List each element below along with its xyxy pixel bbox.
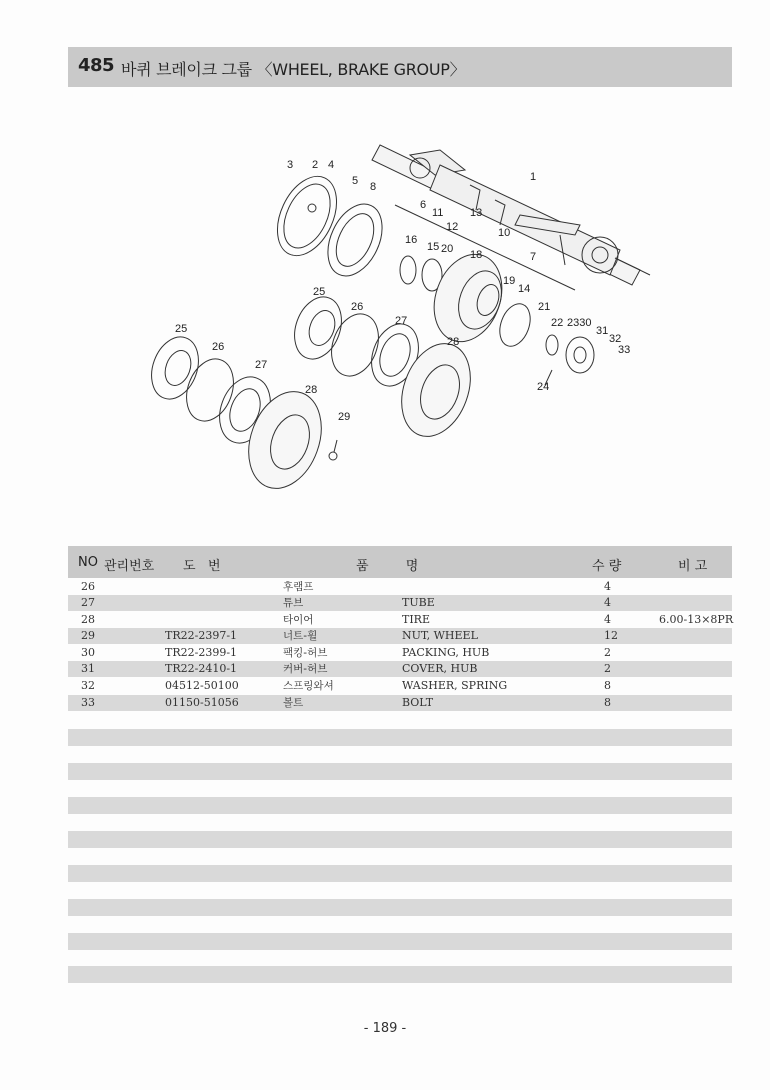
empty-row-stripe (68, 729, 732, 746)
svg-text:28: 28 (305, 384, 318, 396)
section-title: 바퀴 브레이크 그룹 〈WHEEL, BRAKE GROUP〉 (121, 60, 466, 79)
exploded-parts-diagram (0, 100, 770, 540)
svg-text:11: 11 (432, 207, 444, 219)
empty-row-stripe (68, 797, 732, 814)
svg-text:16: 16 (405, 234, 418, 246)
row-name-en: COVER, HUB (402, 662, 478, 675)
row-name-en: BOLT (402, 696, 434, 709)
svg-text:32: 32 (609, 333, 622, 345)
svg-text:25: 25 (313, 286, 326, 298)
row-name-en: PACKING, HUB (402, 646, 490, 659)
empty-row-stripe (68, 865, 732, 882)
svg-text:22: 22 (551, 317, 564, 329)
row-code: TR22-2399-1 (165, 646, 238, 659)
row-name-kr: 너트-휠 (283, 630, 318, 642)
bearing-22 (546, 335, 558, 355)
svg-text:26: 26 (351, 301, 364, 313)
row-no: 27 (81, 596, 95, 609)
svg-text:2: 2 (312, 159, 319, 171)
row-name-kr: 스프링와셔 (283, 680, 334, 692)
svg-text:5: 5 (352, 175, 359, 187)
svg-text:20: 20 (441, 243, 454, 255)
svg-text:28: 28 (447, 336, 460, 348)
svg-text:4: 4 (328, 159, 335, 171)
flap-lower (178, 352, 241, 427)
row-name-kr: 후램프 (283, 581, 314, 593)
empty-row-stripe (68, 763, 732, 780)
seal-16 (400, 256, 416, 284)
hub-21 (494, 300, 535, 351)
row-qty: 2 (604, 662, 611, 675)
empty-row-stripe (68, 899, 732, 916)
svg-text:2330: 2330 (567, 317, 592, 329)
table-row (68, 579, 732, 595)
hub-cover (566, 337, 594, 373)
row-code: TR22-2397-1 (165, 629, 238, 642)
svg-text:18: 18 (470, 249, 483, 261)
svg-text:14: 14 (518, 283, 531, 295)
row-no: 33 (81, 696, 95, 709)
svg-text:10: 10 (498, 227, 511, 239)
col-header-remark: 비 고 (678, 559, 708, 574)
row-qty: 4 (604, 596, 611, 609)
page-number: - 189 - (363, 1021, 407, 1036)
svg-text:13: 13 (470, 207, 483, 219)
empty-row-stripe (68, 966, 732, 983)
row-name-en: WASHER, SPRING (402, 679, 508, 692)
svg-text:7: 7 (530, 251, 537, 263)
row-code: 04512-50100 (165, 679, 239, 692)
svg-text:3: 3 (287, 159, 294, 171)
row-name-kr: 팩킹-허브 (283, 647, 328, 659)
row-qty: 8 (604, 679, 611, 692)
svg-text:8: 8 (370, 181, 377, 193)
empty-row-stripe (68, 831, 732, 848)
row-no: 26 (81, 580, 95, 593)
col-header-mgmt: 관리번호 (104, 559, 155, 574)
row-qty: 8 (604, 696, 611, 709)
svg-text:12: 12 (446, 221, 459, 233)
row-no: 31 (81, 662, 95, 675)
tire-lower (236, 381, 334, 498)
row-no: 29 (81, 629, 95, 642)
svg-text:31: 31 (596, 325, 609, 337)
svg-text:29: 29 (338, 411, 351, 423)
row-remark: 6.00-13×8PR (659, 613, 734, 626)
svg-text:25: 25 (175, 323, 188, 335)
row-name-kr: 커버-허브 (283, 663, 328, 675)
row-name-en: TIRE (402, 613, 430, 626)
svg-text:26: 26 (212, 341, 225, 353)
col-header-name: 품 명 (356, 559, 419, 574)
row-name-en: TUBE (402, 596, 435, 609)
row-qty: 12 (604, 629, 618, 642)
row-no: 30 (81, 646, 95, 659)
section-number: 485 (78, 55, 115, 76)
table-row (68, 595, 732, 611)
table-row (68, 612, 732, 628)
row-name-kr: 볼트 (283, 697, 304, 709)
svg-text:19: 19 (503, 275, 516, 287)
callout-labels (175, 159, 630, 423)
wheel-rim-lower (143, 330, 206, 405)
row-name-kr: 튜브 (283, 597, 304, 609)
row-code: 01150-51056 (165, 696, 239, 709)
col-header-no: NO (78, 555, 98, 570)
svg-text:33: 33 (618, 344, 631, 356)
empty-row-stripe (68, 933, 732, 950)
svg-text:27: 27 (395, 315, 408, 327)
row-name-en: NUT, WHEEL (402, 629, 478, 642)
svg-text:1: 1 (530, 171, 537, 183)
row-no: 32 (81, 679, 95, 692)
col-header-qty: 수 량 (592, 559, 622, 574)
row-name-kr: 타이어 (283, 614, 314, 626)
wheel-nut (329, 440, 337, 460)
brake-shoe (317, 195, 393, 284)
row-no: 28 (81, 613, 95, 626)
flap-upper (323, 307, 386, 382)
row-qty: 2 (604, 646, 611, 659)
wheel-rim-upper (286, 290, 349, 365)
svg-text:6: 6 (420, 199, 427, 211)
row-qty: 4 (604, 580, 611, 593)
svg-text:24: 24 (537, 381, 550, 393)
axle-assembly (372, 145, 650, 285)
col-header-drawing: 도 번 (183, 559, 221, 574)
svg-text:15: 15 (427, 241, 440, 253)
svg-text:27: 27 (255, 359, 268, 371)
row-qty: 4 (604, 613, 611, 626)
svg-text:21: 21 (538, 301, 551, 313)
row-code: TR22-2410-1 (165, 662, 238, 675)
tire-upper (390, 334, 483, 446)
